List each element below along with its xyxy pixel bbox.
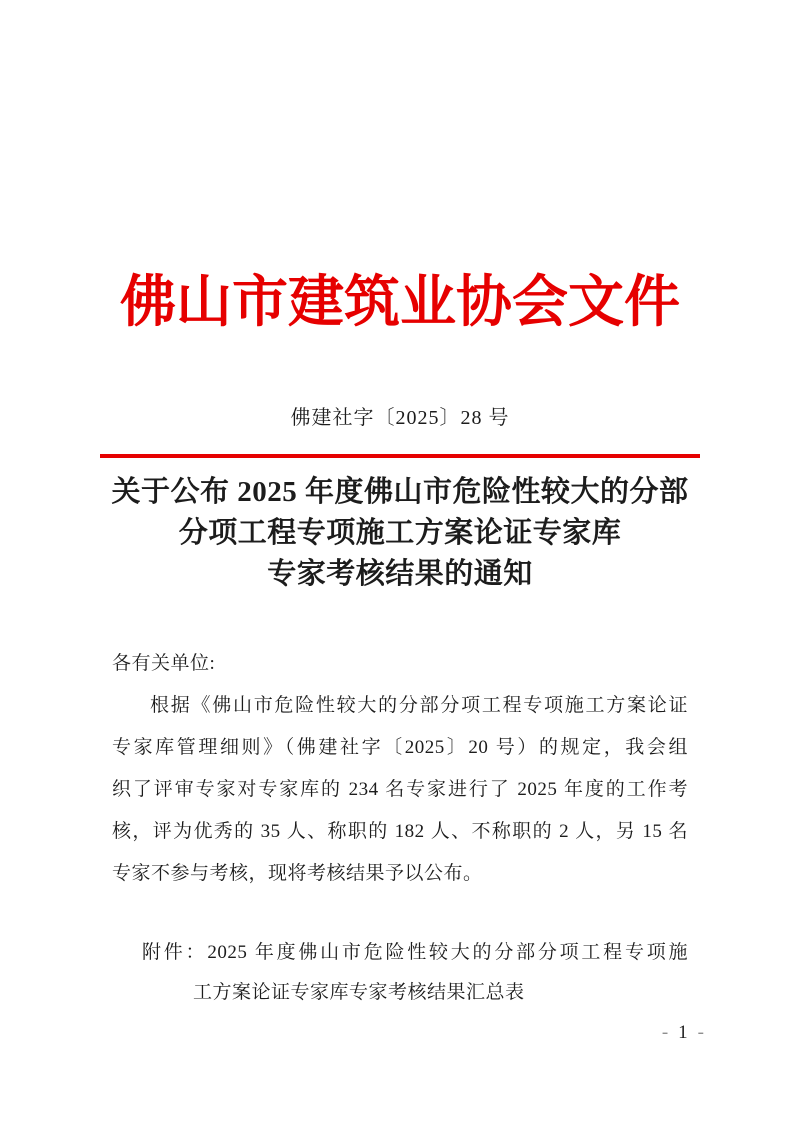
paragraph-line-3: 织了评审专家对专家库的 234 名专家进行了 2025 年度的工作考 xyxy=(112,779,688,800)
page-number-left-dash: - xyxy=(661,1022,669,1043)
paragraph-line-5: 专家不参与考核，现将考核结果予以公布。 xyxy=(112,863,483,884)
notice-title-line-1: 关于公布 2025 年度佛山市危险性较大的分部 xyxy=(111,476,689,508)
notice-body xyxy=(112,643,688,1013)
attachment-note xyxy=(112,933,688,1013)
attachment-line-1: 附件：2025 年度佛山市危险性较大的分部分项工程专项施 xyxy=(142,942,688,963)
page-number-right-dash: - xyxy=(697,1022,704,1043)
red-separator-line xyxy=(100,454,700,458)
notice-title xyxy=(0,472,800,595)
notice-title-line-3: 专家考核结果的通知 xyxy=(267,558,533,590)
paragraph-line-1: 根据《佛山市危险性较大的分部分项工程专项施工方案论证 xyxy=(150,695,688,716)
paragraph-line-2: 专家库管理细则》（佛建社字〔2025〕20 号）的规定，我会组 xyxy=(112,737,688,758)
page-number-value: 1 xyxy=(678,1022,688,1043)
document-reference-number: 佛建社字〔2025〕28 号 xyxy=(290,407,510,429)
attachment-line-2: 工方案论证专家库专家考核结果汇总表 xyxy=(193,982,525,1003)
page-number xyxy=(662,1022,704,1044)
paragraph-line-4: 核，评为优秀的 35 人、称职的 182 人、不称职的 2 人，另 15 名 xyxy=(112,821,688,842)
salutation: 各有关单位: xyxy=(112,653,216,674)
notice-title-line-2: 分项工程专项施工方案论证专家库 xyxy=(178,517,622,549)
org-letterhead-title: 佛山市建筑业协会文件 xyxy=(120,272,680,334)
